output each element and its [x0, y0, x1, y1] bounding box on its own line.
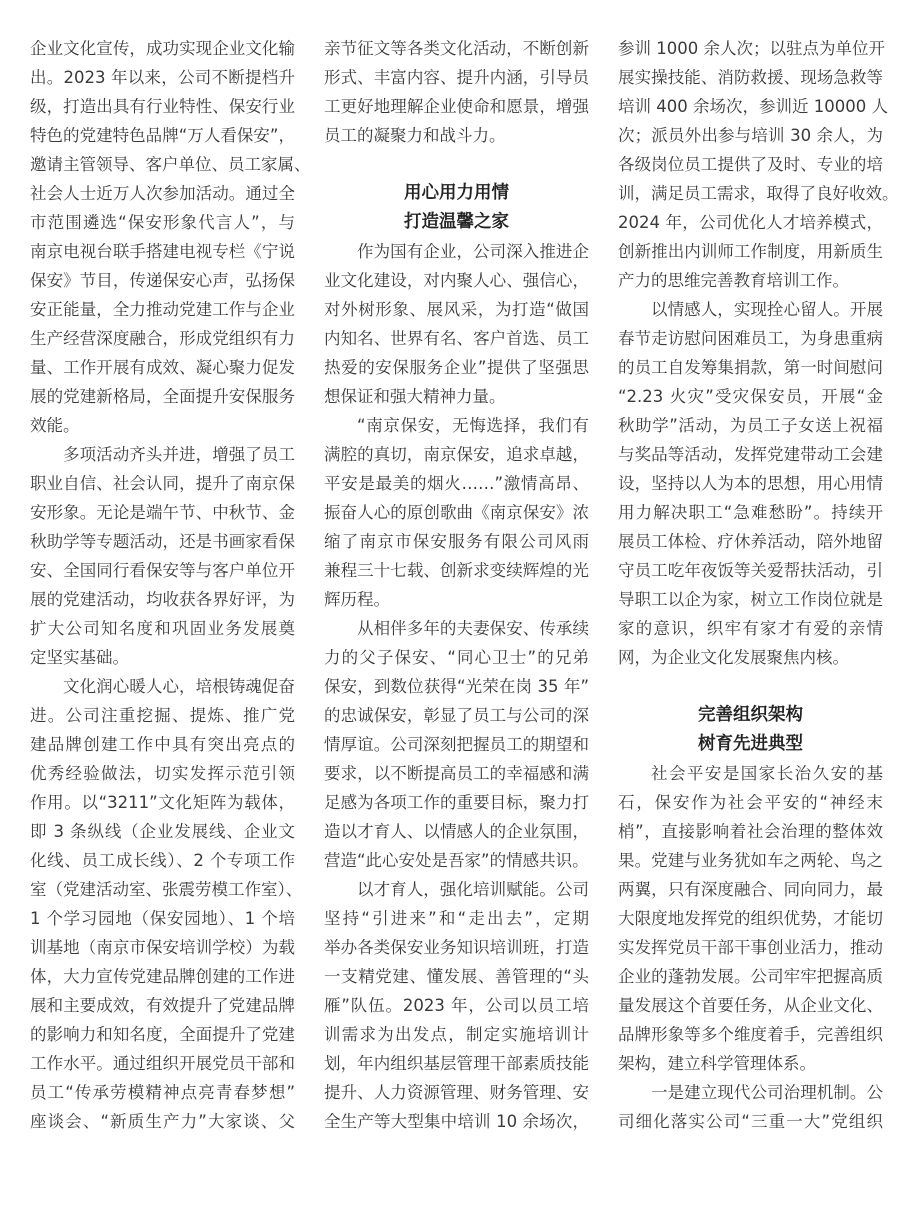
text-line: 各级岗位员工提供了及时、专业的培	[618, 155, 883, 174]
text-line: 营造“此心安处是吾家”的情感共识。	[324, 851, 589, 870]
text-line: 职业自信、社会认同，提升了南京保	[30, 474, 295, 493]
text-line: 用力解决职工“急难愁盼”。持续开	[618, 503, 883, 522]
text-line: 即 3 条纵线（企业发展线、企业文	[30, 822, 295, 841]
text-line: 要求，以不断提高员工的幸福感和满	[324, 764, 589, 783]
text-line: 展的党建活动，均收获各界好评，为	[30, 590, 295, 609]
text-line: 展和主要成效，有效提升了党建品牌	[30, 996, 295, 1015]
text-line: 一支精党建、懂发展、善管理的“头	[324, 967, 589, 986]
text-line: 培训 400 余场次，参训近 10000 人	[618, 97, 888, 116]
text-line: 作为国有企业，公司深入推进企	[357, 242, 589, 261]
article-column-2	[324, 34, 589, 1136]
text-line: 业文化建设，对内聚人心、强信心，	[324, 271, 589, 290]
text-line: 守员工吃年夜饭等关爱帮扶活动，引	[618, 561, 883, 580]
text-line: 特色的党建特色品牌“万人看保安”，	[30, 126, 295, 145]
text-line: 训基地（南京市保安培训学校）为载	[30, 938, 295, 957]
paragraph	[618, 295, 883, 672]
paragraph	[324, 411, 589, 614]
text-line: 家的意识，织牢有家才有爱的亲情	[618, 619, 883, 638]
heading-line: 打造温馨之家	[404, 212, 509, 232]
section-heading	[324, 179, 589, 237]
section-heading	[618, 701, 883, 759]
paragraph	[30, 672, 303, 1136]
text-line: 邀请主管领导、客户单位、员工家属、	[30, 155, 311, 174]
text-line: 工作水平。通过组织开展党员干部和	[30, 1054, 295, 1073]
text-line: 缩了南京市保安服务有限公司风雨	[324, 532, 589, 551]
text-line: 实发挥党员干部干事创业活力，推动	[618, 938, 883, 957]
text-line: 量发展这个首要任务，从企业文化、	[618, 996, 883, 1015]
text-line: 秋助学”活动，为员工子女送上祝福	[618, 416, 883, 435]
text-line: 座谈会、“新质生产力”大家谈、父	[30, 1112, 295, 1131]
text-line: 果。党建与业务犹如车之两轮、鸟之	[618, 851, 883, 870]
text-line: 情厚谊。公司深刻把握员工的期望和	[324, 735, 589, 754]
text-line: 品牌形象等多个维度着手，完善组织	[618, 1025, 883, 1044]
text-line: 全生产等大型集中培训 10 余场次，	[324, 1112, 589, 1131]
text-line: 产力的思维完善教育培训工作。	[618, 271, 849, 290]
article-column-1	[30, 34, 311, 1136]
text-line: 2024 年，公司优化人才培养模式，	[618, 213, 883, 232]
text-line: 文化润心暖人心，培根铸魂促奋	[63, 677, 295, 696]
text-line: 保安，到数位获得“光荣在岗 35 年”	[324, 677, 589, 696]
text-line: 展员工体检、疗休养活动，陪外地留	[618, 532, 883, 551]
text-line: 划，年内组织基层管理干部素质技能	[324, 1054, 589, 1073]
text-line: 春节走访慰问困难员工，为身患重病	[618, 329, 883, 348]
text-line: 体，大力宣传党建品牌创建的工作进	[30, 967, 295, 986]
text-line: “2.23 火灾”受灾保安员，开展“金	[618, 387, 883, 406]
text-line: 安、全国同行看保安等与客户单位开	[30, 561, 295, 580]
text-line: 对外树形象、展风采，为打造“做国	[324, 300, 589, 319]
text-line: “南京保安，无悔选择，我们有	[357, 416, 589, 435]
paragraph	[618, 1078, 883, 1136]
text-line: 社会平安是国家长治久安的基	[651, 764, 883, 783]
text-line: 提升、人力资源管理、财务管理、安	[324, 1083, 589, 1102]
text-line: 雁”队伍。2023 年，公司以员工培	[324, 996, 589, 1015]
text-line: 司细化落实公司“三重一大”党组织	[618, 1112, 883, 1131]
text-line: 安正能量，全力推动党建工作与企业	[30, 300, 295, 319]
text-line: 石，保安作为社会平安的“神经末	[618, 793, 883, 812]
text-line: 举办各类保安业务知识培训班，打造	[324, 938, 589, 957]
heading-line: 树育先进典型	[698, 734, 803, 754]
text-line: 社会人士近万人次参加活动。通过全	[30, 184, 295, 203]
text-line: 大限度地发挥党的组织优势，才能切	[618, 909, 883, 928]
text-line: 导职工以企为家，树立工作岗位就是	[618, 590, 883, 609]
article-column-3	[618, 34, 899, 1136]
text-line: 与奖品等活动，发挥党建带动工会建	[618, 445, 883, 464]
text-line: 形式、丰富内容、提升内涵，引导员	[324, 68, 589, 87]
paragraph	[324, 34, 589, 150]
text-line: 员工“传承劳模精神点亮青春梦想”	[30, 1083, 295, 1102]
text-line: 进。公司注重挖掘、提炼、推广党	[30, 706, 295, 725]
paragraph	[30, 34, 311, 440]
text-line: 生产经营深度融合，形成党组织有力	[30, 329, 295, 348]
text-line: 设，坚持以人为本的思想，用心用情	[618, 474, 883, 493]
text-line: 建品牌创建工作中具有突出亮点的	[30, 735, 295, 754]
text-line: 室（党建活动室、张震劳模工作室）、	[30, 880, 303, 899]
text-line: 以情感人，实现拴心留人。开展	[651, 300, 883, 319]
paragraph	[324, 614, 589, 875]
text-line: 的忠诚保安，彰显了员工与公司的深	[324, 706, 589, 725]
paragraph	[618, 759, 883, 1078]
text-line: 平安是最美的烟火……”激情高昂、	[324, 474, 589, 493]
text-line: 亲节征文等各类文化活动，不断创新	[324, 39, 589, 58]
text-line: 量、工作开展有成效、凝心聚力促发	[30, 358, 295, 377]
paragraph	[618, 34, 899, 295]
text-line: 次；派员外出参与培训 30 余人，为	[618, 126, 883, 145]
text-line: 展实操技能、消防救援、现场急救等	[618, 68, 883, 87]
text-line: 从相伴多年的夫妻保安、传承续	[357, 619, 589, 638]
text-line: 训需求为出发点，制定实施培训计	[324, 1025, 589, 1044]
text-line: 力的父子保安、“同心卫士”的兄弟	[324, 648, 589, 667]
heading-line: 用心用力用情	[404, 183, 509, 203]
text-line: 秋助学等专题活动，还是书画家看保	[30, 532, 295, 551]
text-line: 坚持“引进来”和“走出去”，定期	[324, 909, 589, 928]
text-line: 效能。	[30, 416, 80, 435]
text-line: 扩大公司知名度和巩固业务发展奠	[30, 619, 295, 638]
text-line: 安形象。无论是端午节、中秋节、金	[30, 503, 295, 522]
text-line: 内知名、世界有名、客户首选、员工	[324, 329, 589, 348]
text-line: 南京电视台联手搭建电视专栏《宁说	[30, 242, 295, 261]
text-line: 出。2023 年以来，公司不断提档升	[30, 68, 295, 87]
text-line: 保安》节目，传递保安心声，弘扬保	[30, 271, 295, 290]
text-line: 作用。以“3211”文化矩阵为载体，	[30, 793, 295, 812]
text-line: 化线、员工成长线）、2 个专项工作	[30, 851, 295, 870]
text-line: 展的党建新格局，全面提升安保服务	[30, 387, 295, 406]
text-line: 的员工自发筹集捐款，第一时间慰问	[618, 358, 883, 377]
text-line: 级，打造出具有行业特性、保安行业	[30, 97, 295, 116]
text-line: 梢”，直接影响着社会治理的整体效	[618, 822, 883, 841]
text-line: 热爱的安保服务企业”提供了坚强思	[324, 358, 589, 377]
heading-line: 完善组织架构	[698, 705, 803, 725]
text-line: 兼程三十七载、创新求变续辉煌的光	[324, 561, 589, 580]
paragraph	[324, 237, 589, 411]
text-line: 架构，建立科学管理体系。	[618, 1054, 816, 1073]
text-line: 定坚实基础。	[30, 648, 129, 667]
text-line: 工更好地理解企业使命和愿景，增强	[324, 97, 589, 116]
text-line: 振奋人心的原创歌曲《南京保安》浓	[324, 503, 589, 522]
paragraph	[324, 875, 589, 1136]
text-line: 优秀经验做法，切实发挥示范引领	[30, 764, 295, 783]
text-line: 多项活动齐头并进，增强了员工	[63, 445, 295, 464]
text-line: 造以才育人、以情感人的企业氛围，	[324, 822, 589, 841]
text-line: 企业文化宣传，成功实现企业文化输	[30, 39, 295, 58]
paragraph	[30, 440, 295, 672]
text-line: 创新推出内训师工作制度，用新质生	[618, 242, 883, 261]
text-line: 以才育人，强化培训赋能。公司	[357, 880, 589, 899]
text-line: 1 个学习园地（保安园地）、1 个培	[30, 909, 295, 928]
text-line: 的影响力和知名度，全面提升了党建	[30, 1025, 295, 1044]
text-line: 想保证和强大精神力量。	[324, 387, 506, 406]
text-line: 一是建立现代公司治理机制。公	[651, 1083, 883, 1102]
text-line: 网，为企业文化发展聚焦内核。	[618, 648, 849, 667]
text-line: 训，满足员工需求，取得了良好收效。	[618, 184, 899, 203]
text-line: 市范围遴选“保安形象代言人”，与	[30, 213, 295, 232]
text-line: 满腔的真切，南京保安，追求卓越，	[324, 445, 589, 464]
text-line: 参训 1000 余人次；以驻点为单位开	[618, 39, 885, 58]
text-line: 员工的凝聚力和战斗力。	[324, 126, 506, 145]
text-line: 企业的蓬勃发展。公司牢牢把握高质	[618, 967, 883, 986]
text-line: 足感为各项工作的重要目标，聚力打	[324, 793, 589, 812]
text-line: 两翼，只有深度融合、同向同力，最	[618, 880, 883, 899]
text-line: 辉历程。	[324, 590, 390, 609]
